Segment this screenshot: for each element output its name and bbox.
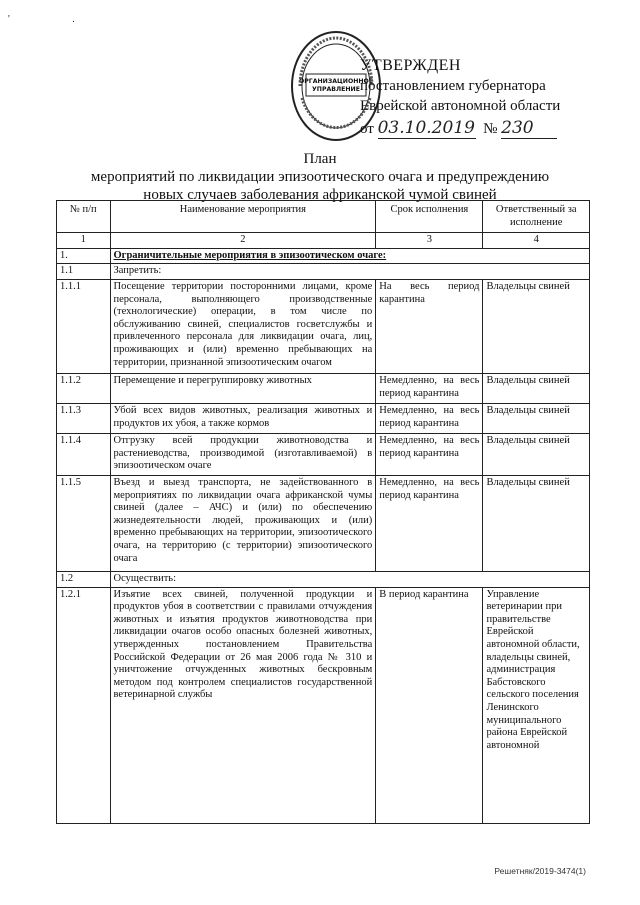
row-term: На весь период карантина bbox=[376, 279, 483, 373]
row-subsection-title: Осуществить: bbox=[110, 571, 589, 587]
document-footer-code: Решетняк/2019-3474(1) bbox=[494, 866, 586, 876]
row-resp: Владельцы свиней bbox=[483, 279, 590, 373]
scan-marks: ' . bbox=[8, 14, 105, 25]
approval-date: 03.10.2019 bbox=[377, 118, 475, 138]
row-resp: Владельцы свиней bbox=[483, 403, 590, 433]
row-term: В период карантина bbox=[376, 587, 483, 823]
approval-line2: Еврейской автономной области bbox=[360, 98, 561, 114]
table-row bbox=[57, 279, 590, 373]
svg-text:ОРГАНИЗАЦИОННОЕ: ОРГАНИЗАЦИОННОЕ bbox=[298, 78, 374, 85]
row-resp: Владельцы свиней bbox=[483, 373, 590, 403]
header-name: Наименование мероприятия bbox=[110, 201, 376, 233]
row-term: Немедленно, на весь период карантина bbox=[376, 373, 483, 403]
row-section-title: Ограничительные мероприятия в эпизоотическом очаге: bbox=[110, 248, 589, 264]
row-resp: Владельцы свиней bbox=[483, 475, 590, 571]
header-number-2: 2 bbox=[110, 233, 376, 249]
row-term: Немедленно, на весь период карантина bbox=[376, 475, 483, 571]
row-name: Въезд и выезд транспорта, не задействованного в мероприятиях по ликвидации очага африканской чумы свиней (далее – АЧС) и (или) по обеспечению жизнедеятельности людей, проживающих и (или) временно пребывающих на территории, эпизоотического очага, на территорию (с территории) эпизоотического очага bbox=[110, 475, 376, 571]
header-number-3: 3 bbox=[376, 233, 483, 249]
row-term: Немедленно, на весь период карантина bbox=[376, 403, 483, 433]
table-row bbox=[57, 571, 590, 587]
header-term: Срок исполнения bbox=[376, 201, 483, 233]
row-num: 1. bbox=[57, 248, 111, 264]
plan-subtitle-line2: новых случаев заболевания африканской чумой свиней bbox=[143, 187, 497, 203]
row-num: 1.2 bbox=[57, 571, 111, 587]
plan-subtitle-line1: мероприятий по ликвидации эпизоотического очага и предупреждению bbox=[90, 169, 550, 185]
number-sign: № bbox=[483, 121, 498, 137]
row-term: Немедленно, на весь период карантина bbox=[376, 433, 483, 475]
table-row bbox=[57, 373, 590, 403]
row-name: Убой всех видов животных, реализация животных и продуктов их убоя, а также кормов bbox=[110, 403, 376, 433]
row-subsection-title: Запретить: bbox=[110, 264, 589, 280]
row-name: Изъятие всех свиней, полученной продукции и продуктов убоя в соответствии с правилами отчуждения животных и изъятия продуктов животноводства при ликвидации очагов особо опасных болезней животных, утвержденных постановлением Правительства Российской Федерации от 26 мая 2006 года № 310 и уничтожение отчужденных животных бескровным методом под контролем специалистов государственной ветеринарной службы bbox=[110, 587, 376, 823]
table-row bbox=[57, 248, 590, 264]
measures-table bbox=[56, 200, 590, 824]
header-resp: Ответственный за исполнение bbox=[483, 201, 590, 233]
row-num: 1.1.2 bbox=[57, 373, 111, 403]
row-name: Посещение территории посторонними лицами, кроме персонала, выполняющего производственные (технологические) операции, в том числе по обслуживанию свиней, специалистов госветслужбы и привлеченного персонала для ликвидации очага, лиц, проживающих и (или) временно пребывающих на территории, признанной эпизоотическим очагом bbox=[110, 279, 376, 373]
row-num: 1.1.4 bbox=[57, 433, 111, 475]
svg-text:УПРАВЛЕНИЕ: УПРАВЛЕНИЕ bbox=[312, 86, 360, 93]
table-row bbox=[57, 264, 590, 280]
row-num: 1.1 bbox=[57, 264, 111, 280]
row-num: 1.1.3 bbox=[57, 403, 111, 433]
row-resp: Владельцы свиней bbox=[483, 433, 590, 475]
table-header-row bbox=[57, 201, 590, 233]
table-row bbox=[57, 433, 590, 475]
header-num: № п/п bbox=[57, 201, 111, 233]
header-number-4: 4 bbox=[483, 233, 590, 249]
row-num: 1.2.1 bbox=[57, 587, 111, 823]
header-number-1: 1 bbox=[57, 233, 111, 249]
table-row bbox=[57, 475, 590, 571]
row-resp: Управление ветеринарии при правительстве Еврейской автономной области, владельцы свиней, администрация Бабстовского сельского поселения Ленинского муниципального района Еврейской автономной bbox=[483, 587, 590, 823]
approval-block bbox=[360, 56, 620, 139]
table-row bbox=[57, 403, 590, 433]
date-prefix: от bbox=[360, 121, 374, 137]
approval-date-line bbox=[360, 118, 620, 139]
row-num: 1.1.5 bbox=[57, 475, 111, 571]
row-name: Отгрузку всей продукции животноводства и растениеводства, производимой (изготавливаемой) в эпизоотическом очаге bbox=[110, 433, 376, 475]
approval-number: 230 bbox=[501, 118, 557, 139]
table-header-numbers-row bbox=[57, 233, 590, 249]
row-num: 1.1.1 bbox=[57, 279, 111, 373]
approval-line1: постановлением губернатора bbox=[360, 78, 546, 94]
row-name: Перемещение и перегруппировку животных bbox=[110, 373, 376, 403]
approval-title: УТВЕРЖДЕН bbox=[360, 57, 461, 74]
plan-heading bbox=[0, 150, 640, 204]
plan-title: План bbox=[303, 151, 337, 167]
table-row bbox=[57, 587, 590, 823]
